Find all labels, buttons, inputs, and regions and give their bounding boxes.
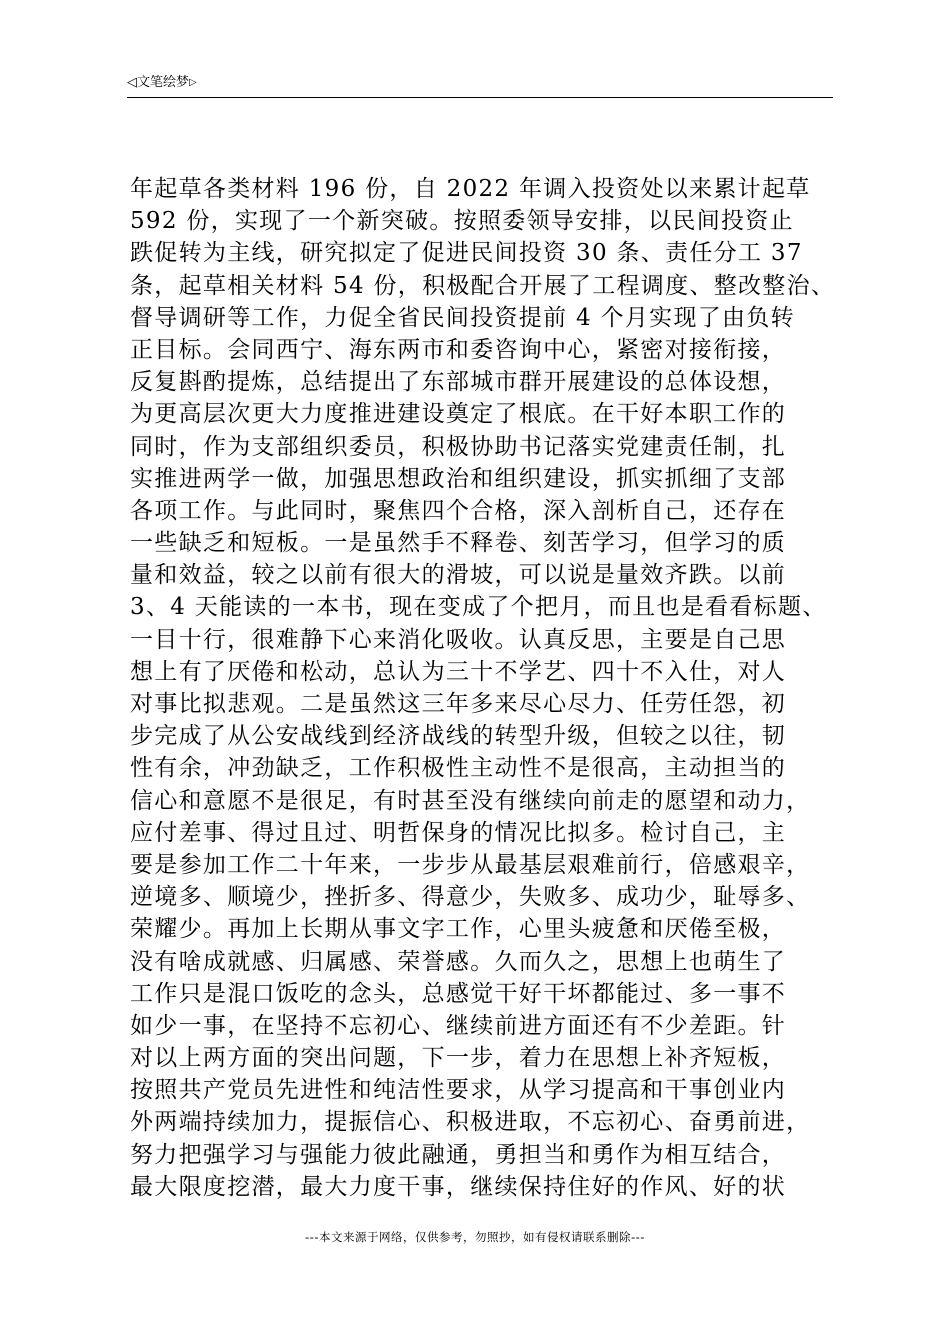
text-line: 想上有了厌倦和松动，总认为三十不学艺、四十不入仕，对人 [130, 658, 787, 685]
text-line: 实推进两学一做，加强思想政治和组织建设，抓实抓细了支部 [130, 465, 787, 492]
text-line: 工作只是混口饭吃的念头，总感觉干好干坏都能过、多一事不 [130, 980, 787, 1007]
text-line: 同时，作为支部组织委员，积极协助书记落实党建责任制，扎 [130, 433, 787, 460]
text-line: 一些缺乏和短板。一是虽然手不释卷、刻苦学习，但学习的质 [130, 530, 787, 557]
text-line: 如少一事，在坚持不忘初心、继续前进方面还有不少差距。针 [130, 1012, 787, 1039]
text-line: 信心和意愿不是很足，有时甚至没有继续向前走的愿望和动力， [130, 787, 811, 814]
text-line: 性有余，冲劲缺乏，工作积极性主动性不是很高，主动担当的 [130, 755, 787, 782]
text-line: 最大限度挖潜，最大力度干事，继续保持住好的作风、好的状 [130, 1173, 787, 1200]
text-line: 荣耀少。再加上长期从事文字工作，心里头疲惫和厌倦至极， [130, 916, 787, 943]
text-line: 各项工作。与此同时，聚焦四个合格，深入剖析自己，还存在 [130, 497, 787, 524]
text-line: 努力把强学习与强能力彼此融通，勇担当和勇作为相互结合， [130, 1141, 787, 1168]
body-paragraph [130, 173, 836, 1203]
left-triangle-icon: ◁ [127, 75, 137, 90]
text-line: 步完成了从公安战线到经济战线的转型升级，但较之以往，韧 [130, 723, 787, 750]
text-line: 对事比拟悲观。二是虽然这三年多来尽心尽力、任劳任怨，初 [130, 691, 787, 717]
text-line: 为更高层次更大力度推进建设奠定了根底。在干好本职工作的 [130, 401, 787, 428]
text-line: 要是参加工作二十年来，一步步从最基层艰难前行，倍感艰辛， [130, 851, 811, 878]
header-title-group [127, 75, 197, 91]
page-footer: ---本文来源于网络，仅供参考，勿照抄，如有侵权请联系删除--- [305, 1230, 645, 1244]
text-line: 逆境多、顺境少，挫折多、得意少，失败多、成功少，耻辱多、 [130, 884, 811, 911]
text-line: 年起草各类材料 196 份，自 2022 年调入投资处以来累计起草 [130, 176, 811, 202]
right-triangle-icon: ▷ [189, 77, 197, 88]
text-line: 592 份，实现了一个新突破。按照委领导安排，以民间投资止 [130, 208, 794, 235]
text-line: 正目标。会同西宁、海东两市和委咨询中心，紧密对接衔接， [130, 336, 787, 363]
text-line: 反复斟酌提炼，总结提出了东部城市群开展建设的总体设想， [130, 369, 787, 396]
text-line: 3、4 天能读的一本书，现在变成了个把月，而且也是看看标题、 [130, 594, 827, 621]
page-header [127, 73, 833, 98]
text-line: 对以上两方面的突出问题，下一步，着力在思想上补齐短板， [130, 1045, 787, 1072]
text-line: 按照共产党员先进性和纯洁性要求，从学习提高和干事创业内 [130, 1077, 787, 1104]
header-title: 文笔绘梦 [137, 75, 190, 90]
text-line: 跌促转为主线，研究拟定了促进民间投资 30 条、责任分工 37 [130, 240, 803, 267]
text-line: 外两端持续加力，提振信心、积极进取，不忘初心、奋勇前进， [130, 1109, 811, 1136]
text-line: 督导调研等工作，力促全省民间投资提前 4 个月实现了由负转 [130, 304, 795, 331]
text-line: 没有啥成就感、归属感、荣誉感。久而久之，思想上也萌生了 [130, 948, 787, 975]
text-line: 应付差事、得过且过、明哲保身的情况比拟多。检讨自己，主 [130, 819, 787, 846]
text-line: 量和效益，较之以前有很大的滑坡，可以说是量效齐跌。以前 [130, 562, 787, 589]
text-line: 一目十行，很难静下心来消化吸收。认真反思，主要是自己思 [130, 626, 787, 653]
text-line: 条，起草相关材料 54 份，积极配合开展了工程调度、整改整治、 [130, 272, 836, 299]
